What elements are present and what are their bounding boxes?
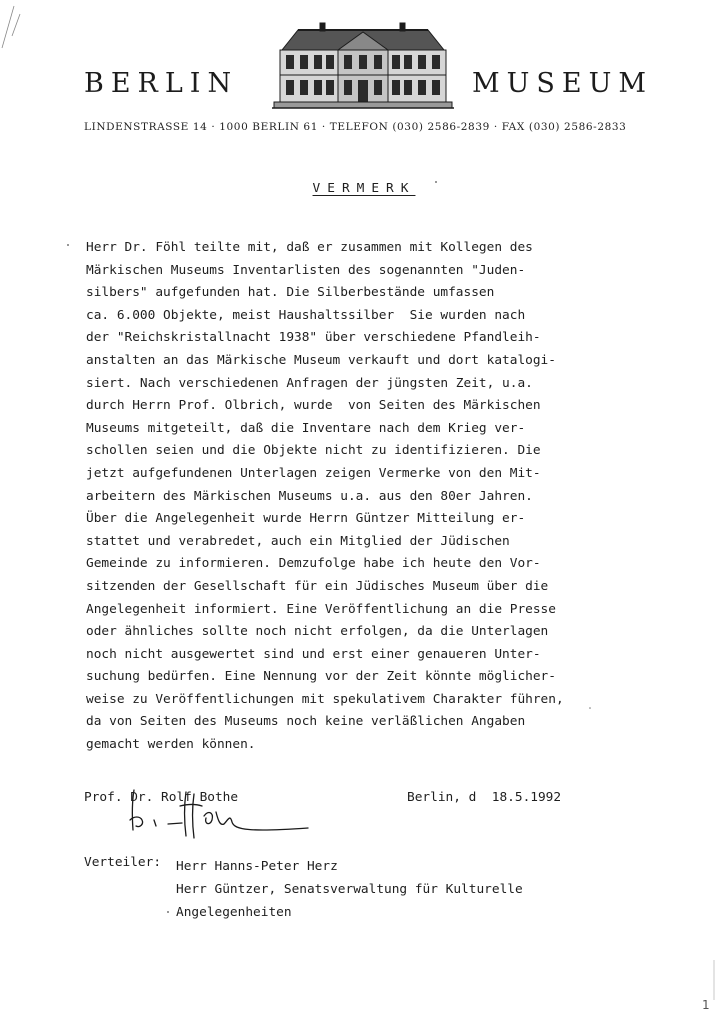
body-line: durch Herrn Prof. Olbrich, wurde von Seiten des Märkischen	[86, 398, 541, 414]
body-line: suchung bedürfen. Eine Nennung vor der Zeit könnte möglicher-	[86, 669, 556, 685]
place-and-date: Berlin, d 18.5.1992	[407, 790, 562, 805]
body-line: stattet und verabredet, auch ein Mitglied der Jüdischen	[86, 533, 510, 549]
recipient-list	[176, 855, 523, 924]
body-line: ca. 6.000 Objekte, meist Haushaltssilber Sie wurden nach	[86, 307, 526, 323]
body-line: der "Reichskristallnacht 1938" über verschiedene Pfandleih-	[86, 330, 541, 346]
letterhead-berlin: BERLIN	[84, 68, 239, 99]
handwritten-signature	[120, 786, 310, 846]
body-line: Märkischen Museums Inventarlisten des sogenannten "Juden-	[86, 262, 526, 278]
recipient-line: Angelegenheiten	[176, 905, 292, 920]
body-line: Museums mitgeteilt, daß die Inventare nach dem Krieg ver-	[86, 420, 526, 436]
body-line: weise zu Veröffentlichungen mit spekulativem Charakter führen,	[86, 691, 564, 707]
body-line: anstalten an das Märkische Museum verkauft und dort katalogi-	[86, 352, 556, 368]
body-line: gemacht werden können.	[86, 737, 256, 753]
letterhead-museum: MUSEUM	[472, 68, 654, 99]
body-line: Über die Angelegenheit wurde Herrn Güntzer Mitteilung er-	[86, 511, 526, 527]
recipient-line: Herr Hanns-Peter Herz	[176, 859, 338, 874]
body-line: schollen seien und die Objekte nicht zu identifizieren. Die	[86, 443, 541, 459]
recipient-line: Herr Güntzer, Senatsverwaltung für Kulturelle	[176, 882, 523, 897]
signatory-name: Prof. Dr. Rolf Bothe	[84, 790, 239, 805]
body-line: jetzt aufgefundenen Unterlagen zeigen Vermerke von den Mit-	[86, 465, 541, 481]
body-line: siert. Nach verschiedenen Anfragen der jüngsten Zeit, u.a.	[86, 375, 533, 391]
distribution-label: Verteiler:	[84, 855, 162, 870]
body-line: arbeitern des Märkischen Museums u.a. aus den 80er Jahren.	[86, 488, 533, 504]
body-line: Gemeinde zu informieren. Demzufolge habe ich heute den Vor-	[86, 556, 541, 572]
body-line: Herr Dr. Föhl teilte mit, daß er zusammen mit Kollegen des	[86, 240, 533, 255]
letterhead-address: LINDENSTRASSE 14 · 1000 BERLIN 61 · TELEFON (030) 2586-2839 · FAX (030) 2586-2833	[84, 121, 627, 133]
document-title-text: VERMERK	[312, 181, 416, 196]
body-line: da von Seiten des Museums noch keine verläßlichen Angaben	[86, 714, 526, 730]
museum-building-icon	[268, 20, 458, 110]
body-line: silbers" aufgefunden hat. Die Silberbestände umfassen	[86, 285, 495, 301]
document-title	[0, 181, 728, 196]
body-line: noch nicht ausgewertet sind und erst einer genaueren Unter-	[86, 646, 541, 662]
body-line: oder ähnliches sollte noch nicht erfolgen, da die Unterlagen	[86, 624, 549, 640]
body-line: sitzenden der Gesellschaft für ein Jüdisches Museum über die	[86, 578, 549, 594]
body-text	[86, 237, 646, 757]
page-number: 1	[702, 998, 710, 1012]
body-line: Angelegenheit informiert. Eine Veröffentlichung an die Presse	[86, 601, 556, 617]
